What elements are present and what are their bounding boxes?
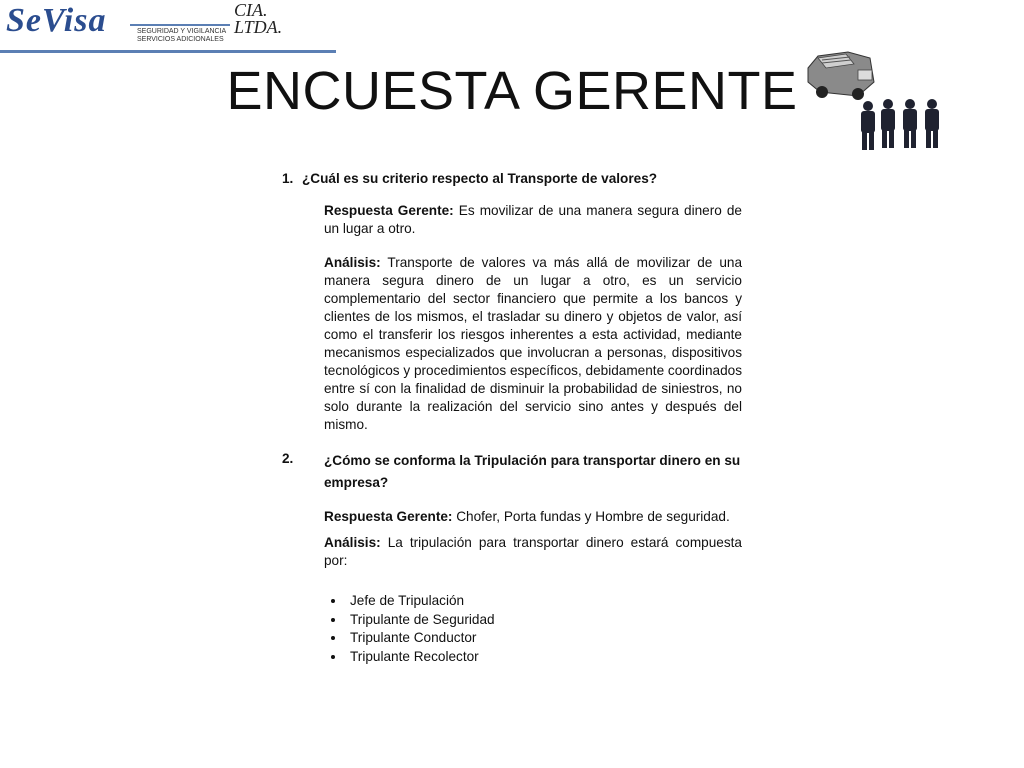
- manager-answer-1: [324, 202, 742, 238]
- crew-list: [324, 592, 742, 666]
- answer-text: Es movilizar de una manera segura dinero de un lugar a otro.: [324, 203, 742, 236]
- answer-label: Respuesta Gerente:: [324, 509, 453, 524]
- logo-subtitle-line1: SEGURIDAD Y VIGILANCIA: [137, 28, 227, 35]
- question-number: 2.: [282, 451, 294, 466]
- armored-truck-icon: [808, 52, 874, 100]
- question-text: ¿Cuál es su criterio respecto al Transporte de valores?: [302, 171, 658, 186]
- answer-text: Chofer, Porta fundas y Hombre de seguridad.: [452, 509, 730, 524]
- question-1: [282, 170, 742, 188]
- list-item: • Tripulante Conductor: [346, 629, 742, 648]
- page-title: ENCUESTA GERENTE: [226, 61, 798, 121]
- list-item: • Tripulante Recolector: [346, 648, 742, 667]
- answer-label: Respuesta Gerente:: [324, 203, 454, 218]
- analysis-2: [324, 534, 742, 570]
- list-item: • Jefe de Tripulación: [346, 592, 742, 611]
- analysis-1: [324, 254, 742, 434]
- survey-document: [282, 170, 742, 666]
- question-text: ¿Cómo se conforma la Tripulación para transportar dinero en su empresa?: [324, 453, 741, 490]
- company-logo: [0, 0, 336, 54]
- logo-subtitle-line2: SERVICIOS ADICIONALES: [137, 36, 224, 43]
- analysis-label: Análisis:: [324, 535, 381, 550]
- question-2: [282, 450, 742, 494]
- analysis-text: Transporte de valores va más allá de movilizar de una manera segura dinero de un lugar a otro, es un servicio complementario del sector financiero que permite a los bancos y clientes de los mismos, el trasladar su dinero y objetos de valor, así como el transferir los riesgos inherentes a esta actividad, mediante mecanismos especializados que involucran a personas, dispositivos tecnológicos y procedimientos específicos, debidamente coordinados entre sí con la finalidad de disminuir la probabilidad de siniestros, no solo durante la realización del servicio sino antes y después del mismo.: [324, 255, 742, 432]
- analysis-text: La tripulación para transportar dinero estará compuesta por:: [324, 535, 742, 568]
- logo-company-line1: CIA.: [234, 0, 268, 20]
- list-item: • Tripulante de Seguridad: [346, 611, 742, 630]
- question-number: 1.: [282, 171, 294, 186]
- analysis-label: Análisis:: [324, 255, 381, 270]
- logo-company-line2: LTDA.: [234, 17, 283, 37]
- logo-subtitle: [137, 28, 226, 44]
- logo-brand: SeVisa: [6, 2, 107, 39]
- logo-accent-line: [130, 24, 230, 26]
- manager-answer-2: [324, 508, 742, 526]
- logo-underline: [0, 50, 336, 53]
- security-guards-icon: [861, 99, 939, 150]
- armored-truck-and-guards-illustration: [800, 48, 950, 156]
- logo-company-type: [234, 2, 282, 36]
